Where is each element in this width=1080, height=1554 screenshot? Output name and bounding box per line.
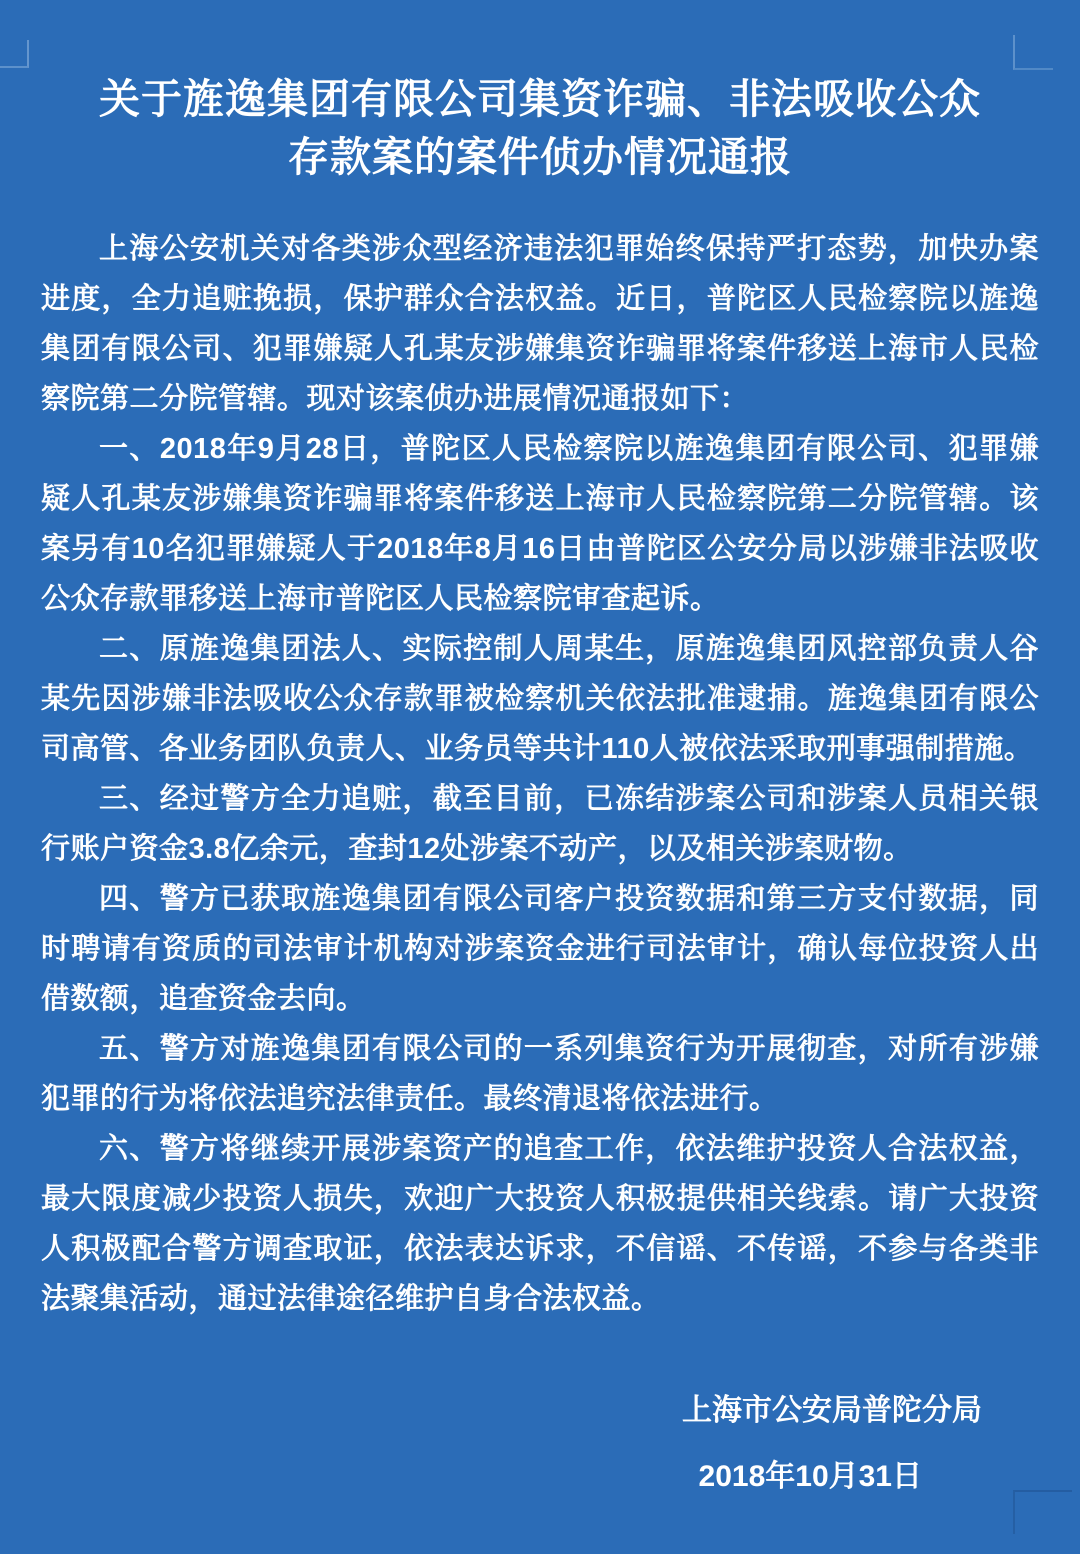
notice-paragraph-1: 一、2018年9月28日，普陀区人民检察院以旌逸集团有限公司、犯罪嫌疑人孔某友涉嫌集资诈骗罪将案件移送上海市人民检察院第二分院管辖。该案另有10名犯罪嫌疑人于2018年8月16日由普陀区公安分局以涉嫌非法吸收公众存款罪移送上海市普陀区人民检察院审查起诉。	[41, 433, 1039, 615]
notice-paragraph-5: 五、警方对旌逸集团有限公司的一系列集资行为开展彻查，对所有涉嫌犯罪的行为将依法追究法律责任。最终清退将依法进行。	[41, 1033, 1039, 1115]
signature-block	[0, 1378, 1080, 1510]
frame-artifact-top-right	[1013, 35, 1053, 70]
notice-paragraph-6: 六、警方将继续开展涉案资产的追查工作，依法维护投资人合法权益，最大限度减少投资人损失，欢迎广大投资人积极提供相关线索。请广大投资人积极配合警方调查取证，依法表达诉求，不信谣、不传谣，不参与各类非法聚集活动，通过法律途径维护自身合法权益。	[41, 1133, 1039, 1315]
notice-body	[0, 224, 1080, 1324]
issue-date: 2018年10月31日	[698, 1460, 922, 1493]
notice-paragraph-3: 三、经过警方全力追赃，截至目前，已冻结涉案公司和涉案人员相关银行账户资金3.8亿余元，查封12处涉案不动产，以及相关涉案财物。	[41, 783, 1039, 865]
issuing-authority: 上海市公安局普陀分局	[682, 1394, 982, 1427]
notice-title	[0, 70, 1080, 186]
notice-paragraph-4: 四、警方已获取旌逸集团有限公司客户投资数据和第三方支付数据，同时聘请有资质的司法审计机构对涉案资金进行司法审计，确认每位投资人出借数额，追查资金去向。	[41, 883, 1039, 1015]
notice-paragraph-2: 二、原旌逸集团法人、实际控制人周某生，原旌逸集团风控部负责人谷某先因涉嫌非法吸收公众存款罪被检察机关依法批准逮捕。旌逸集团有限公司高管、各业务团队负责人、业务员等共计110人被依法采取刑事强制措施。	[41, 633, 1039, 765]
notice-paragraph-intro: 上海公安机关对各类涉众型经济违法犯罪始终保持严打态势，加快办案进度，全力追赃挽损，保护群众合法权益。近日，普陀区人民检察院以旌逸集团有限公司、犯罪嫌疑人孔某友涉嫌集资诈骗罪将案件移送上海市人民检察院第二分院管辖。现对该案侦办进展情况通报如下：	[41, 233, 1039, 415]
frame-artifact-top-left	[0, 40, 29, 68]
notice-title-line-1: 关于旌逸集团有限公司集资诈骗、非法吸收公众	[99, 76, 981, 122]
notice-title-line-2: 存款案的案件侦办情况通报	[288, 134, 792, 180]
